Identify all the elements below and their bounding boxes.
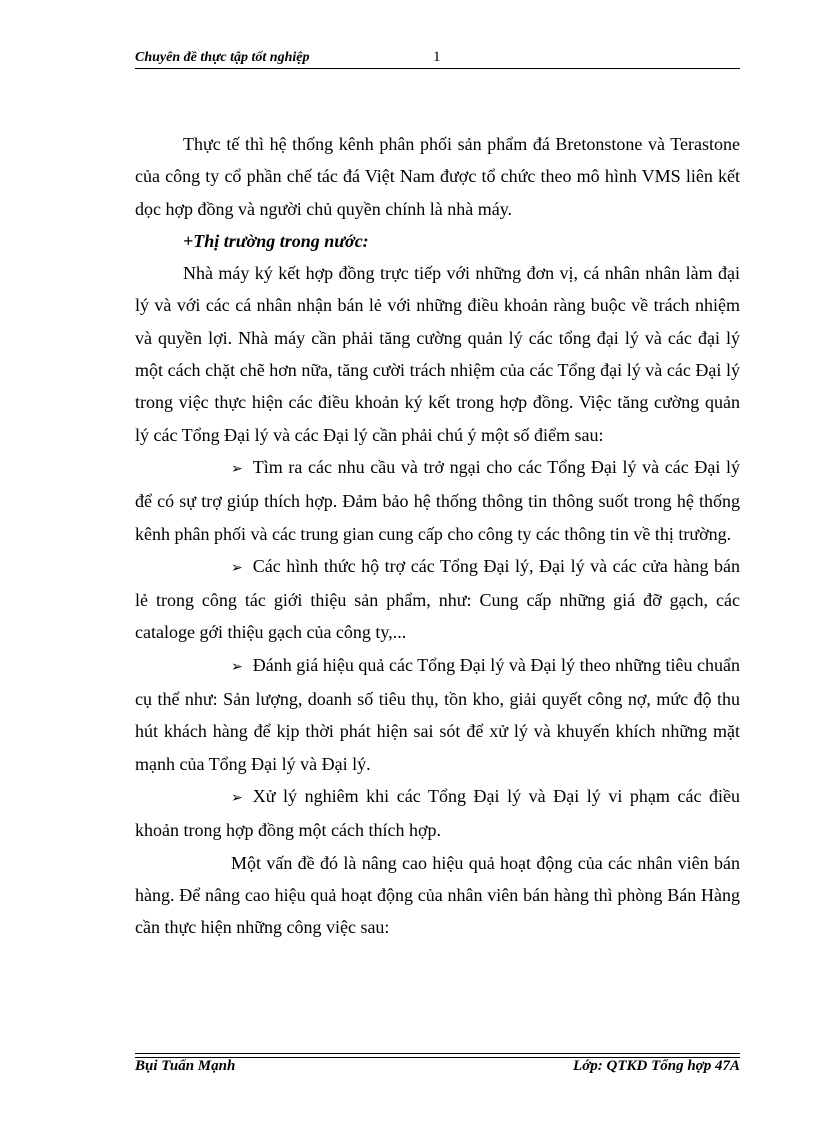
arrow-bullet-icon: ➢ xyxy=(231,789,243,806)
arrow-bullet-icon: ➢ xyxy=(231,658,243,675)
bullet-text: Xử lý nghiêm khi các Tổng Đại lý và Đại lý vi phạm các điều khoản trong hợp đồng một cách thích hợp. xyxy=(135,785,740,841)
arrow-bullet-icon: ➢ xyxy=(231,460,243,477)
bullet-item-evaluation xyxy=(135,649,740,780)
bullet-item-support xyxy=(135,550,740,649)
header-rule xyxy=(135,68,740,69)
header-title: Chuyên đề thực tập tốt nghiệp xyxy=(135,50,310,65)
paragraph-contracts: Nhà máy ký kết hợp đồng trực tiếp với những đơn vị, cá nhân nhân làm đại lý và với các cá nhân nhận bán lẻ với những điều khoản ràng buộc về trách nhiệm và quyền lợi. Nhà máy cần phải tăng cường quản lý các tổng đại lý và các đại lý một cách chặt chẽ hơn nữa, tăng cười trách nhiệm của các Tổng đại lý và các Đại lý trong việc thực hiện các điều khoản ký kết trong hợp đồng. Việc tăng cường quản lý các Tổng Đại lý và các Đại lý cần phải chú ý một số điểm sau: xyxy=(135,263,740,445)
footer-author: Bụi Tuấn Mạnh xyxy=(135,1058,236,1074)
section-heading: +Thị trường trong nước: xyxy=(183,230,369,251)
arrow-bullet-icon: ➢ xyxy=(231,559,243,576)
bullet-text: Các hình thức hộ trợ các Tổng Đại lý, Đại lý và các cửa hàng bán lẻ trong công tác giới thiệu sản phẩm, như: Cung cấp những giá đỡ gạch, các cataloge gới thiệu gạch của công ty,... xyxy=(135,555,740,643)
page-number: 1 xyxy=(433,49,441,65)
bullet-item-needs xyxy=(135,451,740,550)
footer-class: Lớp: QTKD Tổng hợp 47A xyxy=(573,1058,740,1074)
paragraph-intro: Thực tế thì hệ thống kênh phân phối sản phẩm đá Bretonstone và Terastone của công ty cổ phần chế tác đá Việt Nam được tổ chức theo mô hình VMS liên kết dọc hợp đồng và người chủ quyền chính là nhà máy. xyxy=(135,134,740,219)
bullet-text: Tìm ra các nhu cầu và trở ngại cho các Tổng Đại lý và các Đại lý để có sự trợ giúp thích hợp. Đảm bảo hệ thống thông tin thông suốt trong hệ thống kênh phân phối và các trung gian cung cấp cho công ty các thông tin về thị trường. xyxy=(135,456,740,544)
paragraph-sales-staff: Một vấn đề đó là nâng cao hiệu quả hoạt động của các nhân viên bán hàng. Để nâng cao hiệu quả hoạt động của nhân viên bán hàng thì phòng Bán Hàng cần thực hiện những công việc sau: xyxy=(135,852,740,938)
bullet-item-violations xyxy=(135,780,740,847)
page-header xyxy=(135,49,740,69)
bullet-text: Đánh giá hiệu quả các Tổng Đại lý và Đại lý theo những tiêu chuẩn cụ thể như: Sản lượng, doanh số tiêu thụ, tồn kho, giải quyết công nợ, mức độ thu hút khách hàng để kịp thời phát hiện sai sót để xử lý và khuyến khích những mặt mạnh của Tổng Đại lý và Đại lý. xyxy=(135,654,740,774)
page-body xyxy=(135,128,740,943)
